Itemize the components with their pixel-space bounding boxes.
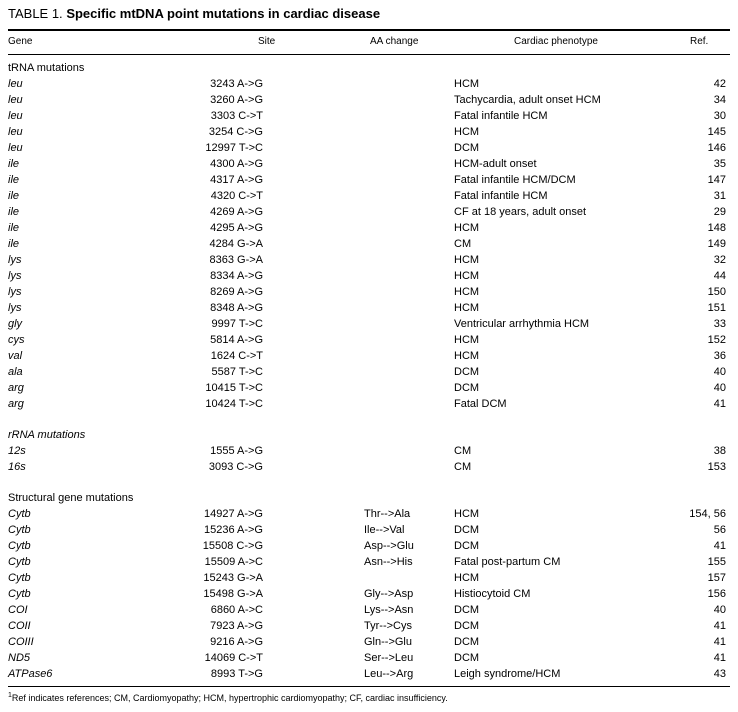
site-cell: 14069 C->T — [204, 652, 263, 664]
ref-cell: 41 — [713, 398, 726, 410]
site-cell: 15236 A->G — [203, 524, 263, 536]
table-row — [0, 364, 738, 380]
ref-cell: 152 — [707, 334, 726, 346]
table-row — [0, 380, 738, 396]
table-row — [0, 650, 738, 666]
gene-cell: lys — [8, 270, 22, 282]
site-cell: 15498 G->A — [203, 588, 263, 600]
ref-cell: 150 — [707, 286, 726, 298]
phenotype-cell: HCM — [454, 222, 480, 234]
table-row — [0, 332, 738, 348]
gene-cell: leu — [8, 94, 23, 106]
table-row — [0, 236, 738, 252]
gene-cell: COIII — [8, 636, 34, 648]
ref-cell: 148 — [707, 222, 726, 234]
aa-change-cell: Asp-->Glu — [364, 540, 414, 552]
ref-cell: 156 — [707, 588, 726, 600]
top-rule — [8, 29, 730, 31]
table-row — [0, 92, 738, 108]
gene-cell: ND5 — [8, 652, 31, 664]
site-cell: 15508 C->G — [202, 540, 263, 552]
site-cell: 10424 T->C — [205, 398, 263, 410]
table-row — [0, 124, 738, 140]
table-row — [0, 570, 738, 586]
gene-cell: Cytb — [8, 540, 31, 552]
phenotype-cell: DCM — [454, 652, 480, 664]
bottom-rule — [8, 686, 730, 687]
ref-cell: 149 — [707, 238, 726, 250]
table-footnote — [8, 692, 448, 703]
site-cell: 4269 A->G — [210, 206, 263, 218]
phenotype-cell: HCM — [454, 572, 480, 584]
ref-cell: 35 — [713, 158, 726, 170]
table-row — [0, 618, 738, 634]
table-row — [0, 459, 738, 475]
gene-cell: arg — [8, 382, 24, 394]
site-cell: 4300 A->G — [210, 158, 263, 170]
site-cell: 8348 A->G — [210, 302, 263, 314]
aa-change-cell: Gly-->Asp — [364, 588, 414, 600]
site-cell: 3260 A->G — [210, 94, 263, 106]
header-cardiac-phenotype: Cardiac phenotype — [514, 36, 598, 47]
ref-cell: 145 — [707, 126, 726, 138]
aa-change-cell: Lys-->Asn — [364, 604, 414, 616]
gene-cell: Cytb — [8, 524, 31, 536]
ref-cell: 155 — [707, 556, 726, 568]
ref-cell: 41 — [713, 620, 726, 632]
site-cell: 3243 A->G — [210, 78, 263, 90]
aa-change-cell: Gln-->Glu — [364, 636, 412, 648]
phenotype-cell: Histiocytoid CM — [454, 588, 531, 600]
table-row — [0, 268, 738, 284]
gene-cell: leu — [8, 126, 23, 138]
site-cell: 12997 T->C — [205, 142, 263, 154]
gene-cell: ile — [8, 238, 20, 250]
site-cell: 5814 A->G — [210, 334, 263, 346]
aa-change-cell: Ile-->Val — [364, 524, 405, 536]
gene-cell: ATPase6 — [8, 668, 53, 680]
table-row — [0, 634, 738, 650]
phenotype-cell: Fatal infantile HCM — [454, 110, 548, 122]
aa-change-cell: Leu-->Arg — [364, 668, 414, 680]
table-row — [0, 204, 738, 220]
phenotype-cell: Ventricular arrhythmia HCM — [454, 318, 590, 330]
site-cell: 4317 A->G — [210, 174, 263, 186]
table-row — [0, 300, 738, 316]
gene-cell: Cytb — [8, 508, 31, 520]
site-cell: 8269 A->G — [210, 286, 263, 298]
ref-cell: 33 — [713, 318, 726, 330]
ref-cell: 29 — [713, 206, 726, 218]
table-row — [0, 602, 738, 618]
site-cell: 4284 G->A — [209, 238, 263, 250]
header-rule — [8, 54, 730, 55]
section-label: rRNA mutations — [8, 429, 86, 441]
phenotype-cell: HCM — [454, 334, 480, 346]
ref-cell: 40 — [713, 604, 726, 616]
gene-cell: val — [8, 350, 23, 362]
footnote-text: Ref indicates references; CM, Cardiomyopathy; HCM, hypertrophic cardiomyopathy; CF, cardiac insufficiency. — [11, 693, 448, 703]
ref-cell: 30 — [713, 110, 726, 122]
phenotype-cell: CM — [454, 238, 472, 250]
section-label: tRNA mutations — [8, 62, 85, 74]
site-cell: 9216 A->G — [210, 636, 263, 648]
ref-cell: 41 — [713, 636, 726, 648]
table-row — [0, 538, 738, 554]
phenotype-cell: HCM — [454, 508, 480, 520]
gene-cell: lys — [8, 254, 22, 266]
phenotype-cell: Fatal DCM — [454, 398, 507, 410]
gene-cell: Cytb — [8, 556, 31, 568]
site-cell: 15509 A->C — [204, 556, 263, 568]
table-row — [0, 506, 738, 522]
site-cell: 10415 T->C — [205, 382, 263, 394]
aa-change-cell: Asn-->His — [364, 556, 413, 568]
site-cell: 1555 A->G — [210, 445, 263, 457]
table-row — [0, 316, 738, 332]
aa-change-cell: Thr-->Ala — [364, 508, 411, 520]
table-number: TABLE 1. — [8, 6, 63, 21]
gene-cell: leu — [8, 142, 23, 154]
ref-cell: 40 — [713, 382, 726, 394]
table-row — [0, 220, 738, 236]
aa-change-cell: Tyr-->Cys — [364, 620, 412, 632]
phenotype-cell: CM — [454, 461, 472, 473]
phenotype-cell: DCM — [454, 540, 480, 552]
ref-cell: 44 — [713, 270, 726, 282]
phenotype-cell: DCM — [454, 620, 480, 632]
gene-cell: ile — [8, 222, 20, 234]
ref-cell: 42 — [713, 78, 726, 90]
site-cell: 4320 C->T — [210, 190, 263, 202]
site-cell: 8334 A->G — [210, 270, 263, 282]
site-cell: 15243 G->A — [203, 572, 263, 584]
ref-cell: 41 — [713, 540, 726, 552]
table-row — [0, 396, 738, 412]
table-row — [0, 348, 738, 364]
gene-cell: ile — [8, 174, 20, 186]
gene-cell: Cytb — [8, 572, 31, 584]
gene-cell: COI — [8, 604, 28, 616]
table-row — [0, 140, 738, 156]
table-row — [0, 172, 738, 188]
phenotype-cell: Tachycardia, adult onset HCM — [454, 94, 601, 106]
gene-cell: lys — [8, 286, 22, 298]
ref-cell: 56 — [713, 524, 726, 536]
site-cell: 4295 A->G — [210, 222, 263, 234]
phenotype-cell: Fatal infantile HCM — [454, 190, 548, 202]
ref-cell: 38 — [713, 445, 726, 457]
ref-cell: 146 — [707, 142, 726, 154]
gene-cell: gly — [8, 318, 23, 330]
table-row — [0, 522, 738, 538]
ref-cell: 157 — [707, 572, 726, 584]
site-cell: 5587 T->C — [211, 366, 263, 378]
gene-cell: Cytb — [8, 588, 31, 600]
footnote-marker: 1 — [8, 692, 12, 699]
site-cell: 1624 C->T — [210, 350, 263, 362]
gene-cell: leu — [8, 110, 23, 122]
gene-cell: cys — [8, 334, 25, 346]
phenotype-cell: Leigh syndrome/HCM — [454, 668, 561, 680]
header-gene: Gene — [8, 36, 33, 47]
phenotype-cell: HCM — [454, 254, 480, 266]
phenotype-cell: DCM — [454, 524, 480, 536]
gene-cell: 12s — [8, 445, 26, 457]
gene-cell: arg — [8, 398, 24, 410]
table-title-text: Specific mtDNA point mutations in cardiac disease — [66, 6, 381, 21]
ref-cell: 34 — [713, 94, 726, 106]
ref-cell: 147 — [707, 174, 726, 186]
aa-change-cell: Ser-->Leu — [364, 652, 414, 664]
gene-cell: 16s — [8, 461, 26, 473]
section-label: Structural gene mutations — [8, 492, 134, 504]
phenotype-cell: Fatal post-partum CM — [454, 556, 561, 568]
gene-cell: lys — [8, 302, 22, 314]
table-row — [0, 108, 738, 124]
table-row — [0, 284, 738, 300]
gene-cell: leu — [8, 78, 23, 90]
phenotype-cell: HCM — [454, 350, 480, 362]
phenotype-cell: DCM — [454, 636, 480, 648]
ref-cell: 153 — [707, 461, 726, 473]
table-row — [0, 554, 738, 570]
phenotype-cell: DCM — [454, 366, 480, 378]
ref-cell: 36 — [713, 350, 726, 362]
phenotype-cell: HCM — [454, 302, 480, 314]
ref-cell: 31 — [713, 190, 726, 202]
phenotype-cell: Fatal infantile HCM/DCM — [454, 174, 576, 186]
phenotype-cell: CM — [454, 445, 472, 457]
gene-cell: COII — [8, 620, 31, 632]
phenotype-cell: HCM — [454, 126, 480, 138]
site-cell: 7923 A->G — [210, 620, 263, 632]
phenotype-cell: DCM — [454, 142, 480, 154]
phenotype-cell: DCM — [454, 382, 480, 394]
ref-cell: 32 — [713, 254, 726, 266]
header-ref: Ref. — [690, 36, 709, 47]
header-aa-change: AA change — [370, 36, 419, 47]
gene-cell: ile — [8, 158, 20, 170]
table-row — [0, 666, 738, 682]
header-site: Site — [258, 36, 276, 47]
gene-cell: ala — [8, 366, 23, 378]
site-cell: 9997 T->C — [211, 318, 263, 330]
ref-cell: 41 — [713, 652, 726, 664]
site-cell: 6860 A->C — [210, 604, 263, 616]
ref-cell: 40 — [713, 366, 726, 378]
phenotype-cell: HCM — [454, 78, 480, 90]
phenotype-cell: CF at 18 years, adult onset — [454, 206, 587, 218]
gene-cell: ile — [8, 206, 20, 218]
phenotype-cell: DCM — [454, 604, 480, 616]
site-cell: 8363 G->A — [209, 254, 263, 266]
table-title — [8, 6, 380, 21]
table-row — [0, 252, 738, 268]
site-cell: 3303 C->T — [210, 110, 263, 122]
table-row — [0, 76, 738, 92]
table-row — [0, 443, 738, 459]
site-cell: 3093 C->G — [208, 461, 263, 473]
gene-cell: ile — [8, 190, 20, 202]
phenotype-cell: HCM — [454, 286, 480, 298]
site-cell: 3254 C->G — [208, 126, 263, 138]
ref-cell: 154, 56 — [689, 508, 726, 520]
table-row — [0, 586, 738, 602]
site-cell: 8993 T->G — [210, 668, 263, 680]
ref-cell: 43 — [713, 668, 726, 680]
phenotype-cell: HCM-adult onset — [454, 158, 537, 170]
site-cell: 14927 A->G — [203, 508, 263, 520]
table-row — [0, 188, 738, 204]
phenotype-cell: HCM — [454, 270, 480, 282]
table-row — [0, 156, 738, 172]
ref-cell: 151 — [707, 302, 726, 314]
